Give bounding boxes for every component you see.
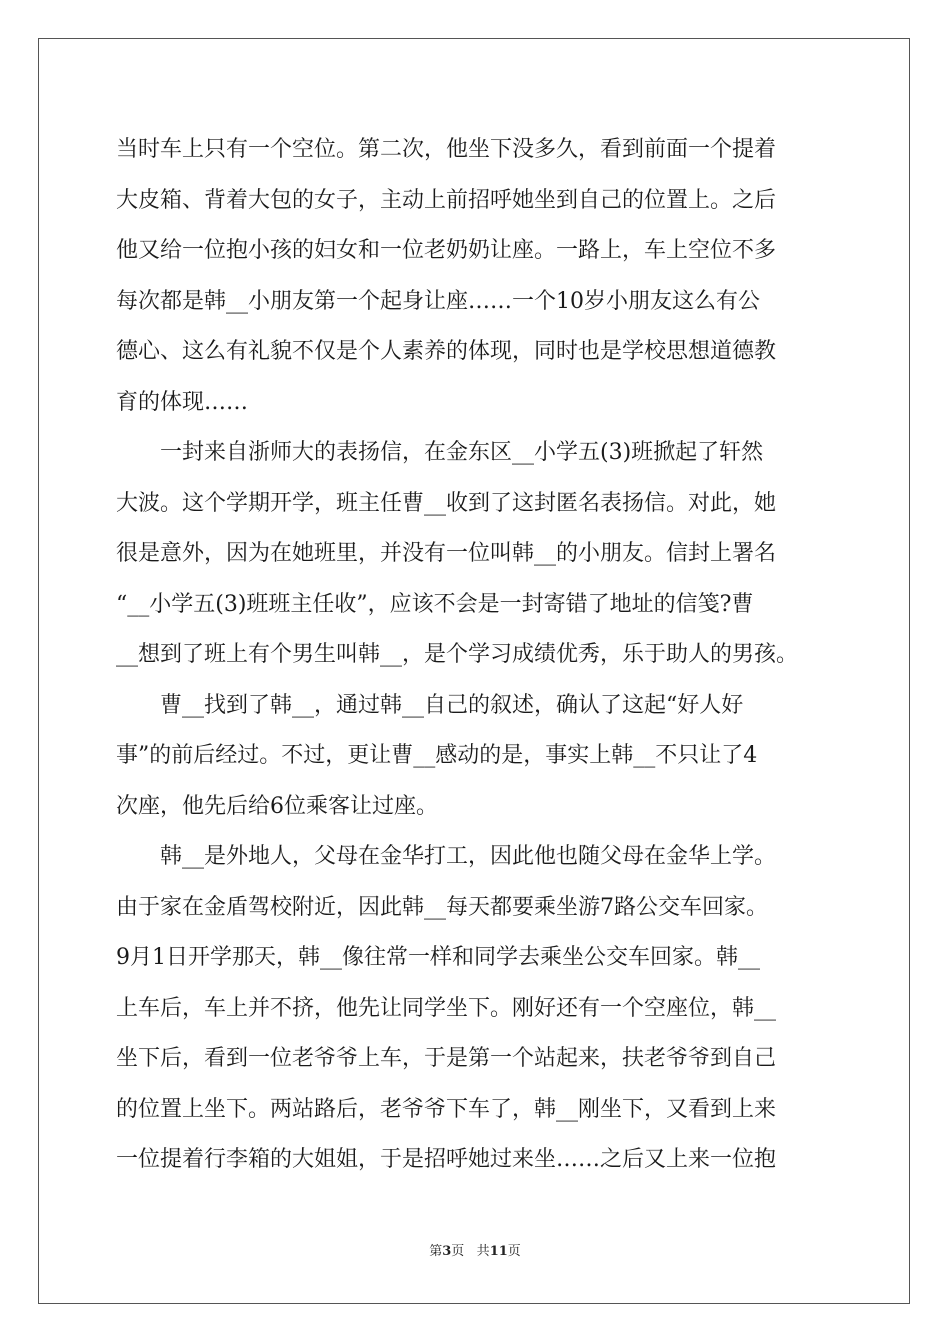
text-line: “__小学五(3)班班主任收”，应该不会是一封寄错了地址的信笺?曹	[116, 591, 754, 617]
text-line: 曹__找到了韩__，通过韩__自己的叙述，确认了这起“好人好	[116, 692, 744, 718]
text-line: 大皮箱、背着大包的女子，主动上前招呼她坐到自己的位置上。之后	[116, 187, 777, 213]
current-page-number: 3	[442, 1244, 452, 1259]
page-footer	[0, 1240, 950, 1259]
text-line: 9月1日开学那天，韩__像往常一样和同学去乘坐公交车回家。韩__	[116, 945, 760, 970]
text-line: 韩__是外地人，父母在金华打工，因此他也随父母在金华上学。	[116, 844, 777, 869]
total-page-count: 11	[489, 1244, 508, 1259]
footer-total-suffix: 页	[507, 1244, 521, 1259]
text-line: 的位置上坐下。两站路后，老爷爷下车了，韩__刚坐下，又看到上来	[116, 1096, 777, 1122]
text-line: 很是意外，因为在她班里，并没有一位叫韩__的小朋友。信封上署名	[116, 541, 777, 566]
text-line: 当时车上只有一个空位。第二次，他坐下没多久，看到前面一个提着	[116, 137, 777, 162]
footer-prefix: 第	[429, 1244, 443, 1259]
text-line: 上车后，车上并不挤，他先让同学坐下。刚好还有一个空座位，韩__	[116, 995, 777, 1021]
text-line: 育的体现……	[116, 389, 249, 415]
text-line: 坐下后，看到一位老爷爷上车，于是第一个站起来，扶老爷爷到自己	[116, 1046, 777, 1071]
text-line: 事”的前后经过。不过，更让曹__感动的是，事实上韩__不只让了4	[116, 743, 758, 768]
text-line: __想到了班上有个男生叫韩__，是个学习成绩优秀，乐于助人的男孩。	[116, 642, 799, 667]
footer-page-suffix: 页	[451, 1244, 465, 1259]
text-line: 次座，他先后给6位乘客让过座。	[116, 793, 438, 819]
footer-total-prefix: 共	[476, 1244, 490, 1259]
text-line: 由于家在金盾驾校附近，因此韩__每天都要乘坐游7路公交车回家。	[116, 894, 768, 920]
text-line: 一位提着行李箱的大姐姐，于是招呼她过来坐……之后又上来一位抱	[116, 1147, 777, 1172]
text-line: 每次都是韩__小朋友第一个起身让座……一个10岁小朋友这么有公	[116, 288, 760, 314]
text-line: 一封来自浙师大的表扬信，在金东区__小学五(3)班掀起了轩然	[116, 440, 764, 465]
text-line: 德心、这么有礼貌不仅是个人素养的体现，同时也是学校思想道德教	[116, 339, 777, 364]
document-body	[116, 125, 836, 1186]
text-line: 大波。这个学期开学，班主任曹__收到了这封匿名表扬信。对此，她	[116, 490, 777, 516]
text-line: 他又给一位抱小孩的妇女和一位老奶奶让座。一路上，车上空位不多	[116, 238, 777, 263]
